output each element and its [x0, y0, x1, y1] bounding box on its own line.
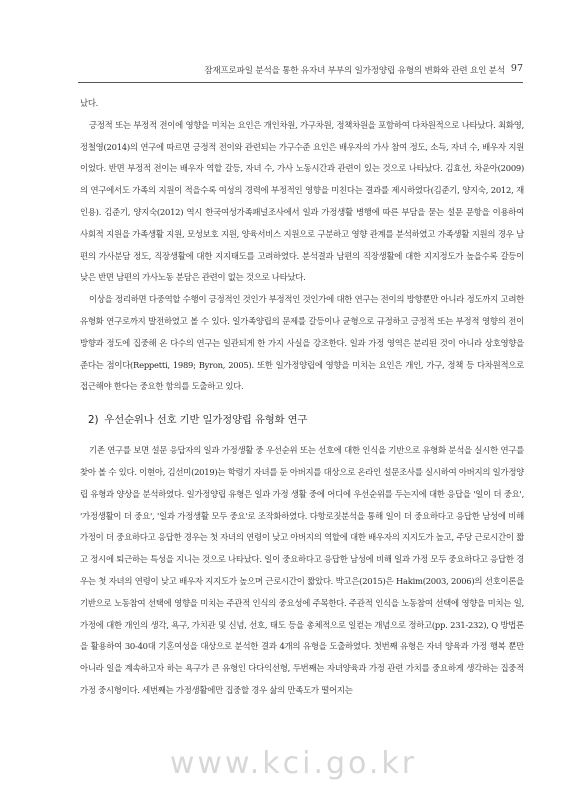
- paragraph: 기존 연구를 보면 설문 응답자의 일과 가정생활 중 우선순위 또는 선호에 대한 인식을 기반으로 유형화 분석을 실시한 연구를 찾아 볼 수 있다. 이현아, 김선미(2019)는 학령기 자녀를 둔 아버지를 대상으로 온라인 설문조사를 실시하여 아버지의 일가정양립 유형과 양상을 분석하였다. 일가정양립 유형은 일과 가정 생활 중에 어디에 우선순위를 두는지에 대한 응답을 '일이 더 중요', '가정생활이 더 중요', '일과 가정생활 모두 중요'로 조작화하였다. 다항로짓분석을 통해 일이 더 중요하다고 응답한 남성에 비해 가정이 더 중요하다고 응답한 경우는 첫 자녀의 연령이 낮고 아버지의 역할에 대한 배우자의 지지도가 높고, 주당 근로시간이 짧고 정시에 퇴근하는 특성을 지니는 것으로 나타났다. 일이 중요하다고 응답한 남성에 비해 일과 가정 모두 중요하다고 응답한 경우는 첫 자녀의 연령이 낮고 배우자 지지도가 높으며 근로시간이 짧았다. 박고은(2015)은 Hakim(2003, 2006)의 선호이론을 기반으로 노동참여 선택에 영향을 미치는 주관적 인식의 중요성에 주목한다. 주관적 인식을 노동참여 선택에 영향을 미치는 일, 가정에 대한 개인의 생각, 욕구, 가치관 및 신념, 선호, 태도 등을 총체적으로 일컫는 개념으로 정하고(pp. 231-232), Q 방법론을 활용하여 30-40대 기혼여성을 대상으로 분석한 결과 4개의 유형을 도출하였다. 첫번째 유형은 자녀 양육과 가정 행복 뿐만 아니라 일을 계속하고자 하는 욕구가 큰 유형인 다다익선형, 두번째는 자녀양육과 가정 관련 가치를 중요하게 생각하는 집중적 가정 중시형이다. 세번째는 가정생활에만 집중할 경우 삶의 만족도가 떨어지는: [80, 445, 524, 695]
- paragraph: 긍정적 또는 부정적 전이에 영향을 미치는 요인은 개인차원, 가구차원, 정책차원을 포함하여 다차원적으로 나타났다. 최화영, 정철영(2014)의 연구에 따르면 긍정적 전이와 관련되는 가구수준 요인은 배우자의 가사 참여 정도, 소득, 자녀 수, 배우자 지원이었다. 반면 부정적 전이는 배우자 역할 갈등, 자녀 수, 가사 노동시간과 관련이 있는 것으로 나타났다. 김효선, 차운아(2009)의 연구에서도 가족의 지원이 적을수록 여성의 경력에 부정적인 영향을 미친다는 결과를 제시하였다(김준기, 양지숙, 2012, 재인용). 김준기, 양지숙(2012) 역시 한국여성가족패널조사에서 일과 가정생활 병행에 따른 부담을 묻는 설문 문항을 이용하여 사회적 지원을 가족생활 지원, 모성보호 지원, 양육서비스 지원으로 구분하고 영향 관계를 분석하였고 가족생활 지원의 경우 남편의 가사분담 정도, 직장생활에 대한 지지태도를 고려하였다. 분석결과 남편의 직장생활에 대한 지지정도가 높을수록 갈등이 낮은 반면 남편의 가사노동 분담은 관련이 없는 것으로 나타났다.: [80, 119, 524, 283]
- section-title: 우선순위나 선호 기반 일가정양립 유형화 연구: [104, 414, 308, 427]
- paragraph: 이상을 정리하면 다중역할 수행이 긍정적인 것인가 부정적인 것인가에 대한 연구는 전이의 방향뿐만 아니라 정도까지 고려한 유형화 연구로까지 발전하였고 볼 수 있다. 일가족양립의 문제를 갈등이나 균형으로 규정하고 긍정적 또는 부정적 영향의 전이 방향과 정도에 집중해 온 다수의 연구는 일관되게 한 가지 사실을 강조한다. 일과 가정 영역은 분리된 것이 아니라 상호영향을 준다는 점이다(Reppetti, 1989; Byron, 2005). 또한 일가정양립에 영향을 미치는 요인은 개인, 가구, 정책 등 다차원적으로 접근해야 한다는 중요한 함의를 도출하고 있다.: [80, 294, 524, 392]
- page-number: 97: [510, 63, 523, 74]
- watermark: www.kci.go.kr: [169, 746, 418, 781]
- section-heading: [88, 412, 524, 428]
- section-number: 2): [88, 414, 99, 427]
- header-rule: [78, 82, 523, 83]
- paragraph-continued: 났다.: [80, 98, 99, 108]
- body-text: [80, 93, 524, 702]
- running-title: 잠재프로파일 분석을 통한 유자녀 부부의 일가정양립 유형의 변화와 관련 요인 분석: [204, 66, 505, 76]
- running-header: [0, 60, 587, 78]
